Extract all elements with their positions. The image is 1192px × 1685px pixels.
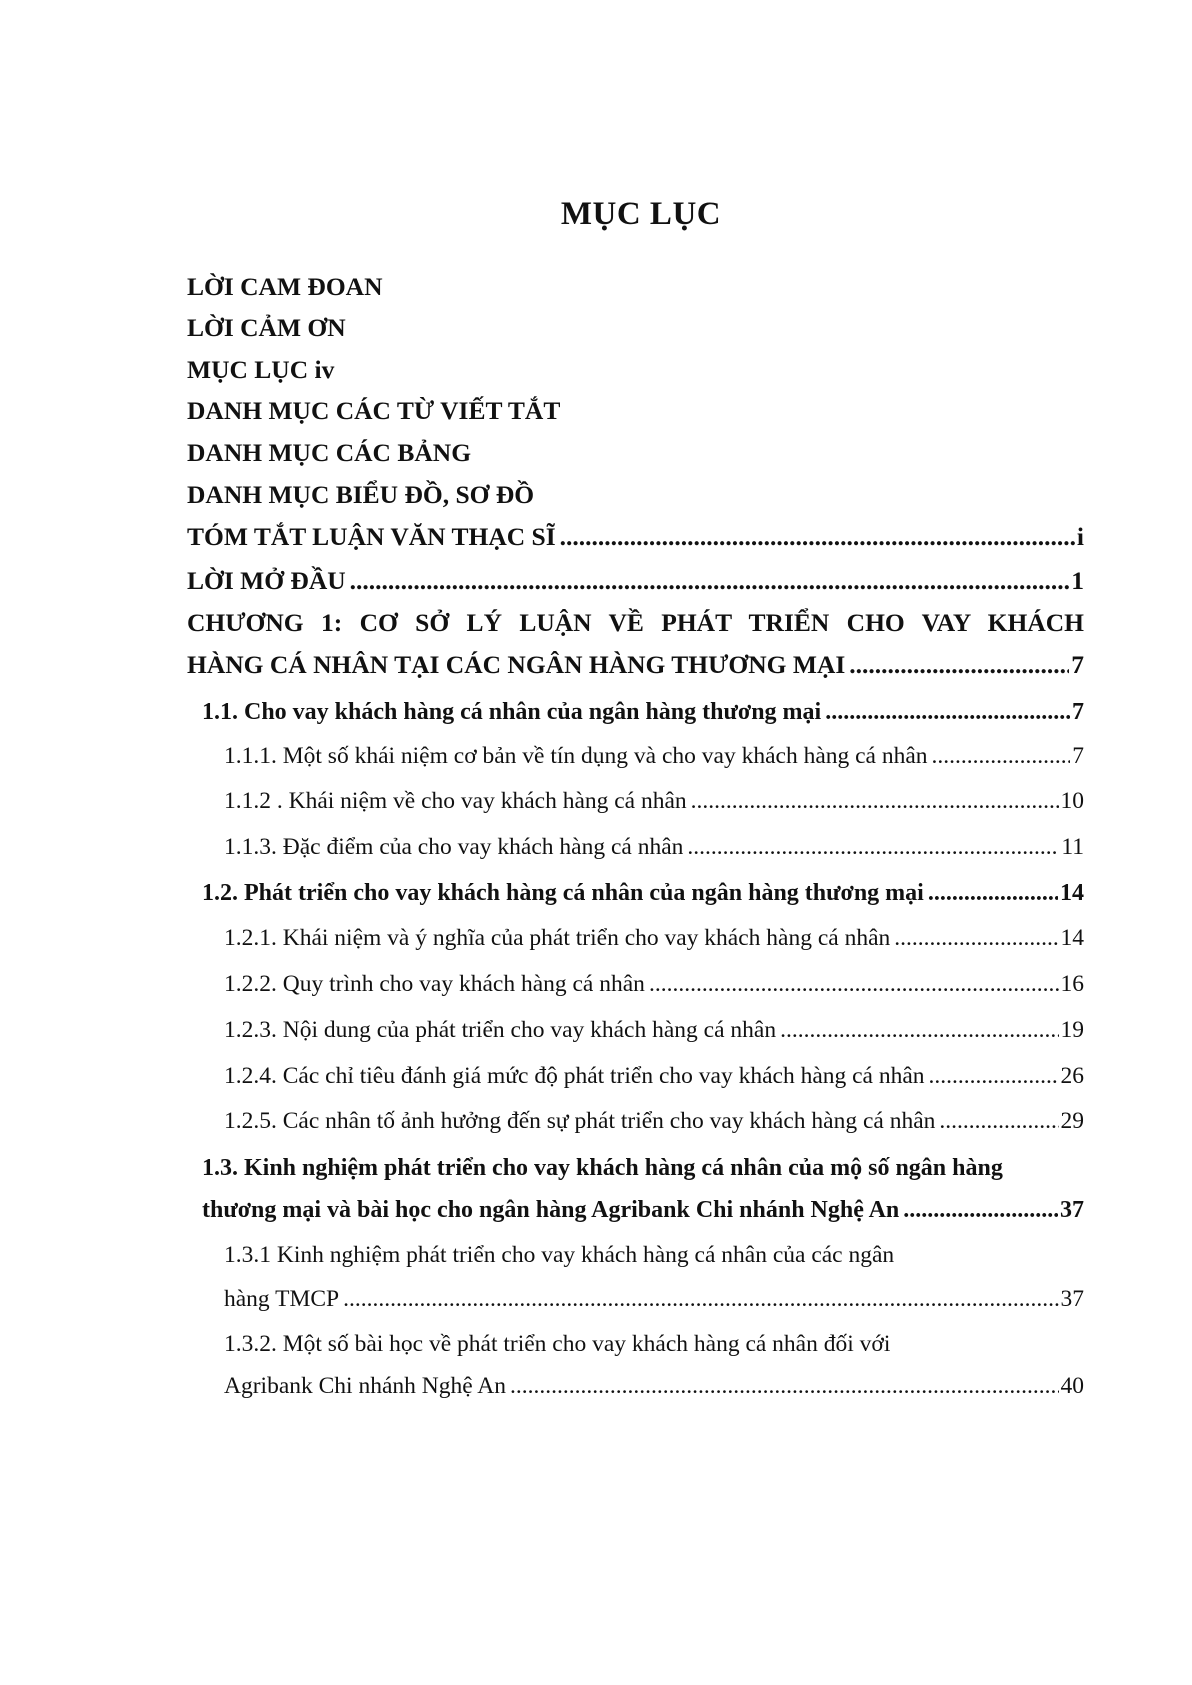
toc-entry-title: 1.3.2. Một số bài học về phát triển cho vay khách hàng cá nhân đối với [224, 1331, 891, 1357]
toc-entry-title: 1.2.2. Quy trình cho vay khách hàng cá nhân [224, 971, 645, 997]
toc-dot-leader [691, 781, 1059, 821]
toc-dot-leader [510, 1366, 1059, 1406]
toc-dot-leader [903, 1190, 1058, 1230]
toc-entry[interactable] [224, 1010, 1084, 1050]
toc-entry-title: DANH MỤC CÁC TỪ VIẾT TẮT [187, 396, 561, 425]
toc-page-number: 29 [1060, 1108, 1084, 1134]
toc-entry[interactable] [224, 1101, 1084, 1141]
toc-entry[interactable] [187, 475, 534, 515]
toc-dot-leader [343, 1279, 1058, 1319]
toc-entry[interactable] [224, 964, 1084, 1004]
toc-entry-title: LỜI CẢM ƠN [187, 313, 346, 342]
toc-page-number: 37 [1060, 1286, 1084, 1312]
toc-entry[interactable] [187, 603, 1084, 643]
toc-dot-leader [350, 561, 1070, 601]
toc-page-number: 16 [1060, 971, 1084, 997]
toc-page-number: i [1076, 522, 1084, 551]
toc-page-number: 7 [1071, 650, 1084, 679]
toc-page-number: 40 [1060, 1373, 1084, 1399]
toc-entry-title: MỤC LỤC iv [187, 355, 335, 384]
toc-page-number: 26 [1060, 1063, 1084, 1089]
toc-dot-leader [560, 517, 1075, 557]
toc-entry[interactable] [224, 827, 1084, 867]
toc-dot-leader [939, 1101, 1058, 1141]
toc-dot-leader [928, 873, 1058, 913]
toc-dot-leader [849, 645, 1069, 685]
toc-entry[interactable] [187, 308, 346, 348]
toc-entry-title: 1.2.1. Khái niệm và ý nghĩa của phát triển cho vay khách hàng cá nhân [224, 925, 891, 951]
toc-entry-title: 1.3.1 Kinh nghiệm phát triển cho vay khách hàng cá nhân của các ngân [224, 1242, 895, 1268]
toc-dot-leader [649, 964, 1059, 1004]
toc-page-number: 14 [1060, 925, 1084, 951]
toc-page-number: 10 [1060, 788, 1084, 814]
toc-entry[interactable] [187, 517, 1084, 557]
toc-entry[interactable] [224, 1235, 894, 1275]
toc-entry-title: TÓM TẮT LUẬN VĂN THẠC SĨ [187, 522, 556, 551]
toc-page-number: 7 [1072, 699, 1084, 725]
toc-page-number: 14 [1060, 880, 1084, 906]
toc-dot-leader [932, 736, 1071, 776]
toc-page-number: 11 [1061, 834, 1084, 860]
toc-entry[interactable] [202, 1148, 1003, 1188]
toc-page-number: 1 [1071, 566, 1084, 595]
toc-entry[interactable] [202, 873, 1084, 913]
toc-entry-title: LỜI MỞ ĐẦU [187, 566, 346, 595]
toc-entry[interactable] [202, 1190, 1084, 1230]
toc-dot-leader [780, 1010, 1058, 1050]
toc-entry[interactable] [224, 1324, 890, 1364]
toc-entry-title: HÀNG CÁ NHÂN TẠI CÁC NGÂN HÀNG THƯƠNG MẠI [187, 650, 846, 679]
toc-entry[interactable] [224, 781, 1084, 821]
toc-entry-title: 1.2.5. Các nhân tố ảnh hưởng đến sự phát triển cho vay khách hàng cá nhân [224, 1108, 936, 1134]
toc-entry[interactable] [187, 561, 1084, 601]
toc-page-number: 7 [1072, 743, 1084, 769]
toc-entry-title: 1.2. Phát triển cho vay khách hàng cá nhân của ngân hàng thương mại [202, 880, 924, 906]
page-title: MỤC LỤC [560, 196, 722, 232]
toc-entry-title: 1.1.3. Đặc điểm của cho vay khách hàng cá nhân [224, 834, 684, 860]
toc-entry[interactable] [224, 736, 1084, 776]
toc-entry[interactable] [187, 391, 560, 431]
toc-entry-title: DANH MỤC CÁC BẢNG [187, 438, 472, 467]
toc-entry[interactable] [224, 1056, 1084, 1096]
toc-dot-leader [929, 1056, 1059, 1096]
toc-entry-title: CHƯƠNG 1: CƠ SỞ LÝ LUẬN VỀ PHÁT TRIỂN CHO VAY KHÁCH [187, 608, 1084, 637]
toc-dot-leader [825, 692, 1070, 732]
toc-entry[interactable] [224, 918, 1084, 958]
toc-entry-title: 1.2.4. Các chỉ tiêu đánh giá mức độ phát triển cho vay khách hàng cá nhân [224, 1063, 925, 1089]
toc-dot-leader [687, 827, 1059, 867]
toc-entry-title: Agribank Chi nhánh Nghệ An [224, 1373, 506, 1399]
toc-entry[interactable] [224, 1366, 1084, 1406]
toc-entry-title: 1.1. Cho vay khách hàng cá nhân của ngân hàng thương mại [202, 699, 822, 725]
toc-entry-title: DANH MỤC BIỂU ĐỒ, SƠ ĐỒ [187, 480, 535, 509]
toc-entry-title: thương mại và bài học cho ngân hàng Agribank Chi nhánh Nghệ An [202, 1197, 900, 1223]
toc-dot-leader [894, 918, 1058, 958]
toc-entry[interactable] [224, 1279, 1084, 1319]
toc-entry[interactable] [187, 645, 1084, 685]
toc-page-number: 37 [1060, 1197, 1084, 1223]
toc-entry-title: 1.1.1. Một số khái niệm cơ bản về tín dụng và cho vay khách hàng cá nhân [224, 743, 928, 769]
toc-entry[interactable] [187, 350, 334, 390]
toc-entry-title: 1.1.2 . Khái niệm về cho vay khách hàng cá nhân [224, 788, 687, 814]
toc-entry-title: hàng TMCP [224, 1286, 340, 1312]
toc-entry-title: 1.2.3. Nội dung của phát triển cho vay khách hàng cá nhân [224, 1017, 777, 1043]
toc-page-number: 19 [1060, 1017, 1084, 1043]
toc-entry-title: LỜI CAM ĐOAN [187, 272, 383, 301]
toc-entry[interactable] [187, 267, 383, 307]
toc-entry[interactable] [187, 433, 471, 473]
toc-entry[interactable] [202, 692, 1084, 732]
toc-entry-title: 1.3. Kinh nghiệm phát triển cho vay khách hàng cá nhân của mộ số ngân hàng [202, 1155, 1003, 1181]
